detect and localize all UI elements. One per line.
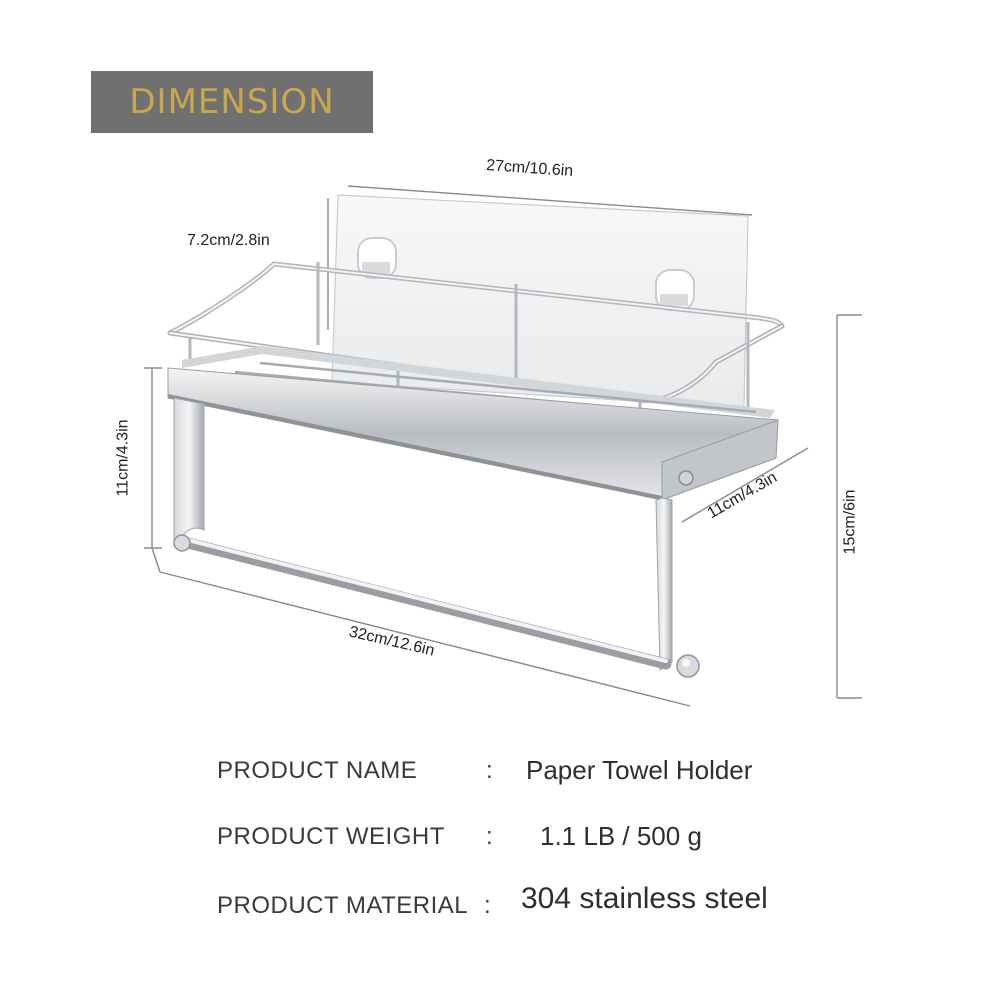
dim-height-left: 11cm/4.3in bbox=[114, 419, 132, 497]
banner-title: DIMENSION bbox=[129, 82, 335, 122]
spec-label-name: PRODUCT NAME bbox=[217, 757, 418, 784]
dim-depth-top: 7.2cm/2.8in bbox=[187, 232, 270, 249]
dim-top-width: 27cm/10.6in bbox=[485, 156, 574, 181]
spec-label-weight: PRODUCT WEIGHT bbox=[217, 823, 445, 850]
spec-colon-weight: : bbox=[486, 823, 493, 850]
spec-value-name: Paper Towel Holder bbox=[526, 755, 753, 785]
spec-value-weight: 1.1 LB / 500 g bbox=[540, 821, 702, 851]
spec-value-material: 304 stainless steel bbox=[521, 882, 768, 915]
spec-label-material: PRODUCT MATERIAL bbox=[217, 892, 469, 919]
spec-colon-material: : bbox=[484, 892, 491, 919]
dim-total-height: 15cm/6in bbox=[841, 489, 859, 555]
dim-depth-side: 11cm/4.3in bbox=[704, 468, 780, 523]
dim-total-width: 32cm/12.6in bbox=[347, 623, 437, 660]
spec-colon-name: : bbox=[486, 757, 493, 784]
